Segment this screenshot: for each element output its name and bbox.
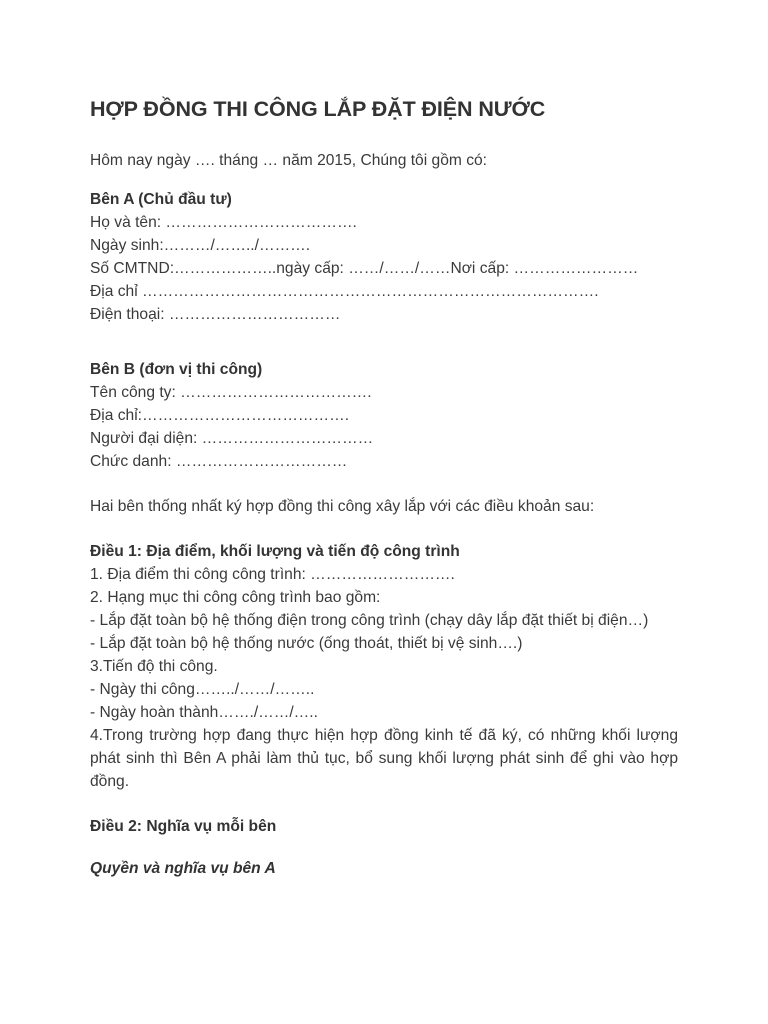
article-1-line: 2. Hạng mục thi công công trình bao gồm: [90, 589, 381, 606]
article-1-line: - Ngày hoàn thành……./……/….. [90, 704, 318, 721]
article-1-line: - Lắp đặt toàn bộ hệ thống điện trong công trình (chạy dây lắp đặt thiết bị điện…) [90, 612, 649, 629]
party-a-section [90, 188, 678, 326]
party-a-line: Số CMTND:………………..ngày cấp: ……/……/……Nơi cấp: …………………… [90, 260, 639, 277]
article-2-heading: Điều 2: Nghĩa vụ mỗi bên [90, 818, 277, 835]
agreement-paragraph: Hai bên thống nhất ký hợp đồng thi công xây lắp với các điều khoản sau: [90, 498, 595, 515]
party-a-heading: Bên A (Chủ đầu tư) [90, 191, 232, 208]
article-1-line: - Ngày thi công……../……/…….. [90, 681, 315, 698]
party-a-line: Họ và tên: ………………………………. [90, 214, 357, 231]
party-b-heading: Bên B (đơn vị thi công) [90, 361, 263, 378]
article-1-heading: Điều 1: Địa điểm, khối lượng và tiến độ công trình [90, 543, 460, 560]
party-b-section [90, 358, 678, 473]
party-b-line: Chức danh: …………………………… [90, 453, 348, 470]
party-b-line: Tên công ty: ………………………………. [90, 384, 372, 401]
party-b-line: Người đại diện: …………………………… [90, 430, 374, 447]
article-1-line: 1. Địa điểm thi công công trình: ………………………. [90, 566, 455, 583]
intro-paragraph: Hôm nay ngày …. tháng … năm 2015, Chúng tôi gồm có: [90, 152, 487, 169]
article-2-subheading: Quyền và nghĩa vụ bên A [90, 860, 276, 877]
document-title: HỢP ĐỒNG THI CÔNG LẮP ĐẶT ĐIỆN NƯỚC [90, 97, 546, 121]
contract-page [90, 94, 678, 880]
article-1-note: 4.Trong trường hợp đang thực hiện hợp đồng kinh tế đã ký, có những khối lượng phát sinh thì Bên A phải làm thủ tục, bổ sung khối lượng phát sinh để ghi vào hợp đồng. [90, 727, 678, 790]
party-a-line: Địa chỉ ……………………………………………………………………………. [90, 283, 599, 300]
party-b-line: Địa chỉ:…………………………………. [90, 407, 350, 424]
article-1-line: - Lắp đặt toàn bộ hệ thống nước (ống thoát, thiết bị vệ sinh….) [90, 635, 523, 652]
article-2-section [90, 815, 678, 880]
article-1-section [90, 540, 678, 793]
party-a-line: Ngày sinh:………/……../………. [90, 237, 311, 254]
party-a-line: Điện thoại: …………………………… [90, 306, 341, 323]
article-1-line: 3.Tiến độ thi công. [90, 658, 218, 675]
